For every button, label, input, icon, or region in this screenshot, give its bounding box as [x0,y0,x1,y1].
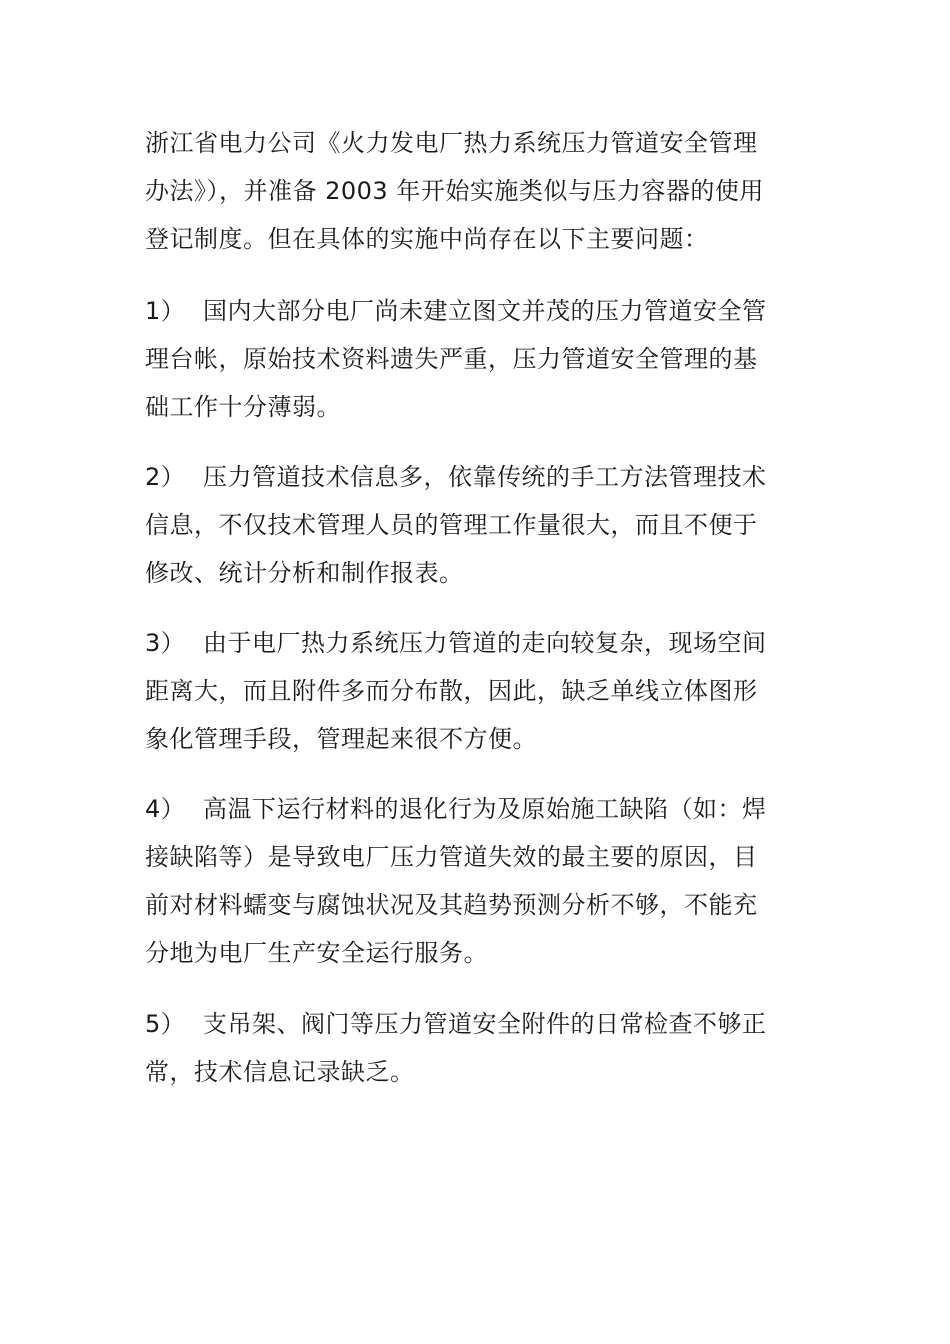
list-item-5 [145,1000,815,1096]
list-item-text: 压力管道技术信息多，依靠传统的手工方法管理技术 [203,463,767,491]
list-item-line [145,619,815,667]
list-item-line [145,453,815,501]
list-item-line: 修改、统计分析和制作报表。 [145,559,464,587]
list-item-line: 础工作十分薄弱。 [145,393,341,421]
list-item-4 [145,785,815,977]
list-item-line [145,785,815,833]
intro-line: 登记制度。但在具体的实施中尚存在以下主要问题： [145,225,709,253]
list-item-2 [145,453,815,597]
list-item-line: 信息，不仅技术管理人员的管理工作量很大，而且不便于 [145,511,758,539]
list-item-text: 高温下运行材料的退化行为及原始施工缺陷（如：焊 [203,795,767,823]
list-item-number: 5） [145,1010,186,1038]
list-item-3 [145,619,815,763]
list-item-number: 4） [145,795,186,823]
list-item-line [145,287,815,335]
list-item-line: 分地为电厂生产安全运行服务。 [145,939,488,967]
intro-paragraph [145,119,815,263]
list-item-line: 常，技术信息记录缺乏。 [145,1058,415,1086]
list-item-line: 接缺陷等）是导致电厂压力管道失效的最主要的原因，目 [145,843,758,871]
list-item-line: 理台帐，原始技术资料遗失严重，压力管道安全管理的基 [145,345,758,373]
list-item-number: 1） [145,297,186,325]
list-item-line: 象化管理手段，管理起来很不方便。 [145,725,537,753]
list-item-line: 距离大，而且附件多而分布散，因此，缺乏单线立体图形 [145,677,758,705]
list-item-number: 2） [145,463,186,491]
list-item-text: 由于电厂热力系统压力管道的走向较复杂，现场空间 [203,629,767,657]
intro-line: 浙江省电力公司《火力发电厂热力系统压力管道安全管理 [145,129,758,157]
intro-line: 办法》），并准备 2003 年开始实施类似与压力容器的使用 [145,177,764,205]
list-item-1 [145,287,815,431]
list-item-text: 国内大部分电厂尚未建立图文并茂的压力管道安全管 [203,297,767,325]
list-item-line [145,1000,815,1048]
list-item-line: 前对材料蠕变与腐蚀状况及其趋势预测分析不够，不能充 [145,891,758,919]
list-item-number: 3） [145,629,186,657]
list-item-text: 支吊架、阀门等压力管道安全附件的日常检查不够正 [203,1010,767,1038]
